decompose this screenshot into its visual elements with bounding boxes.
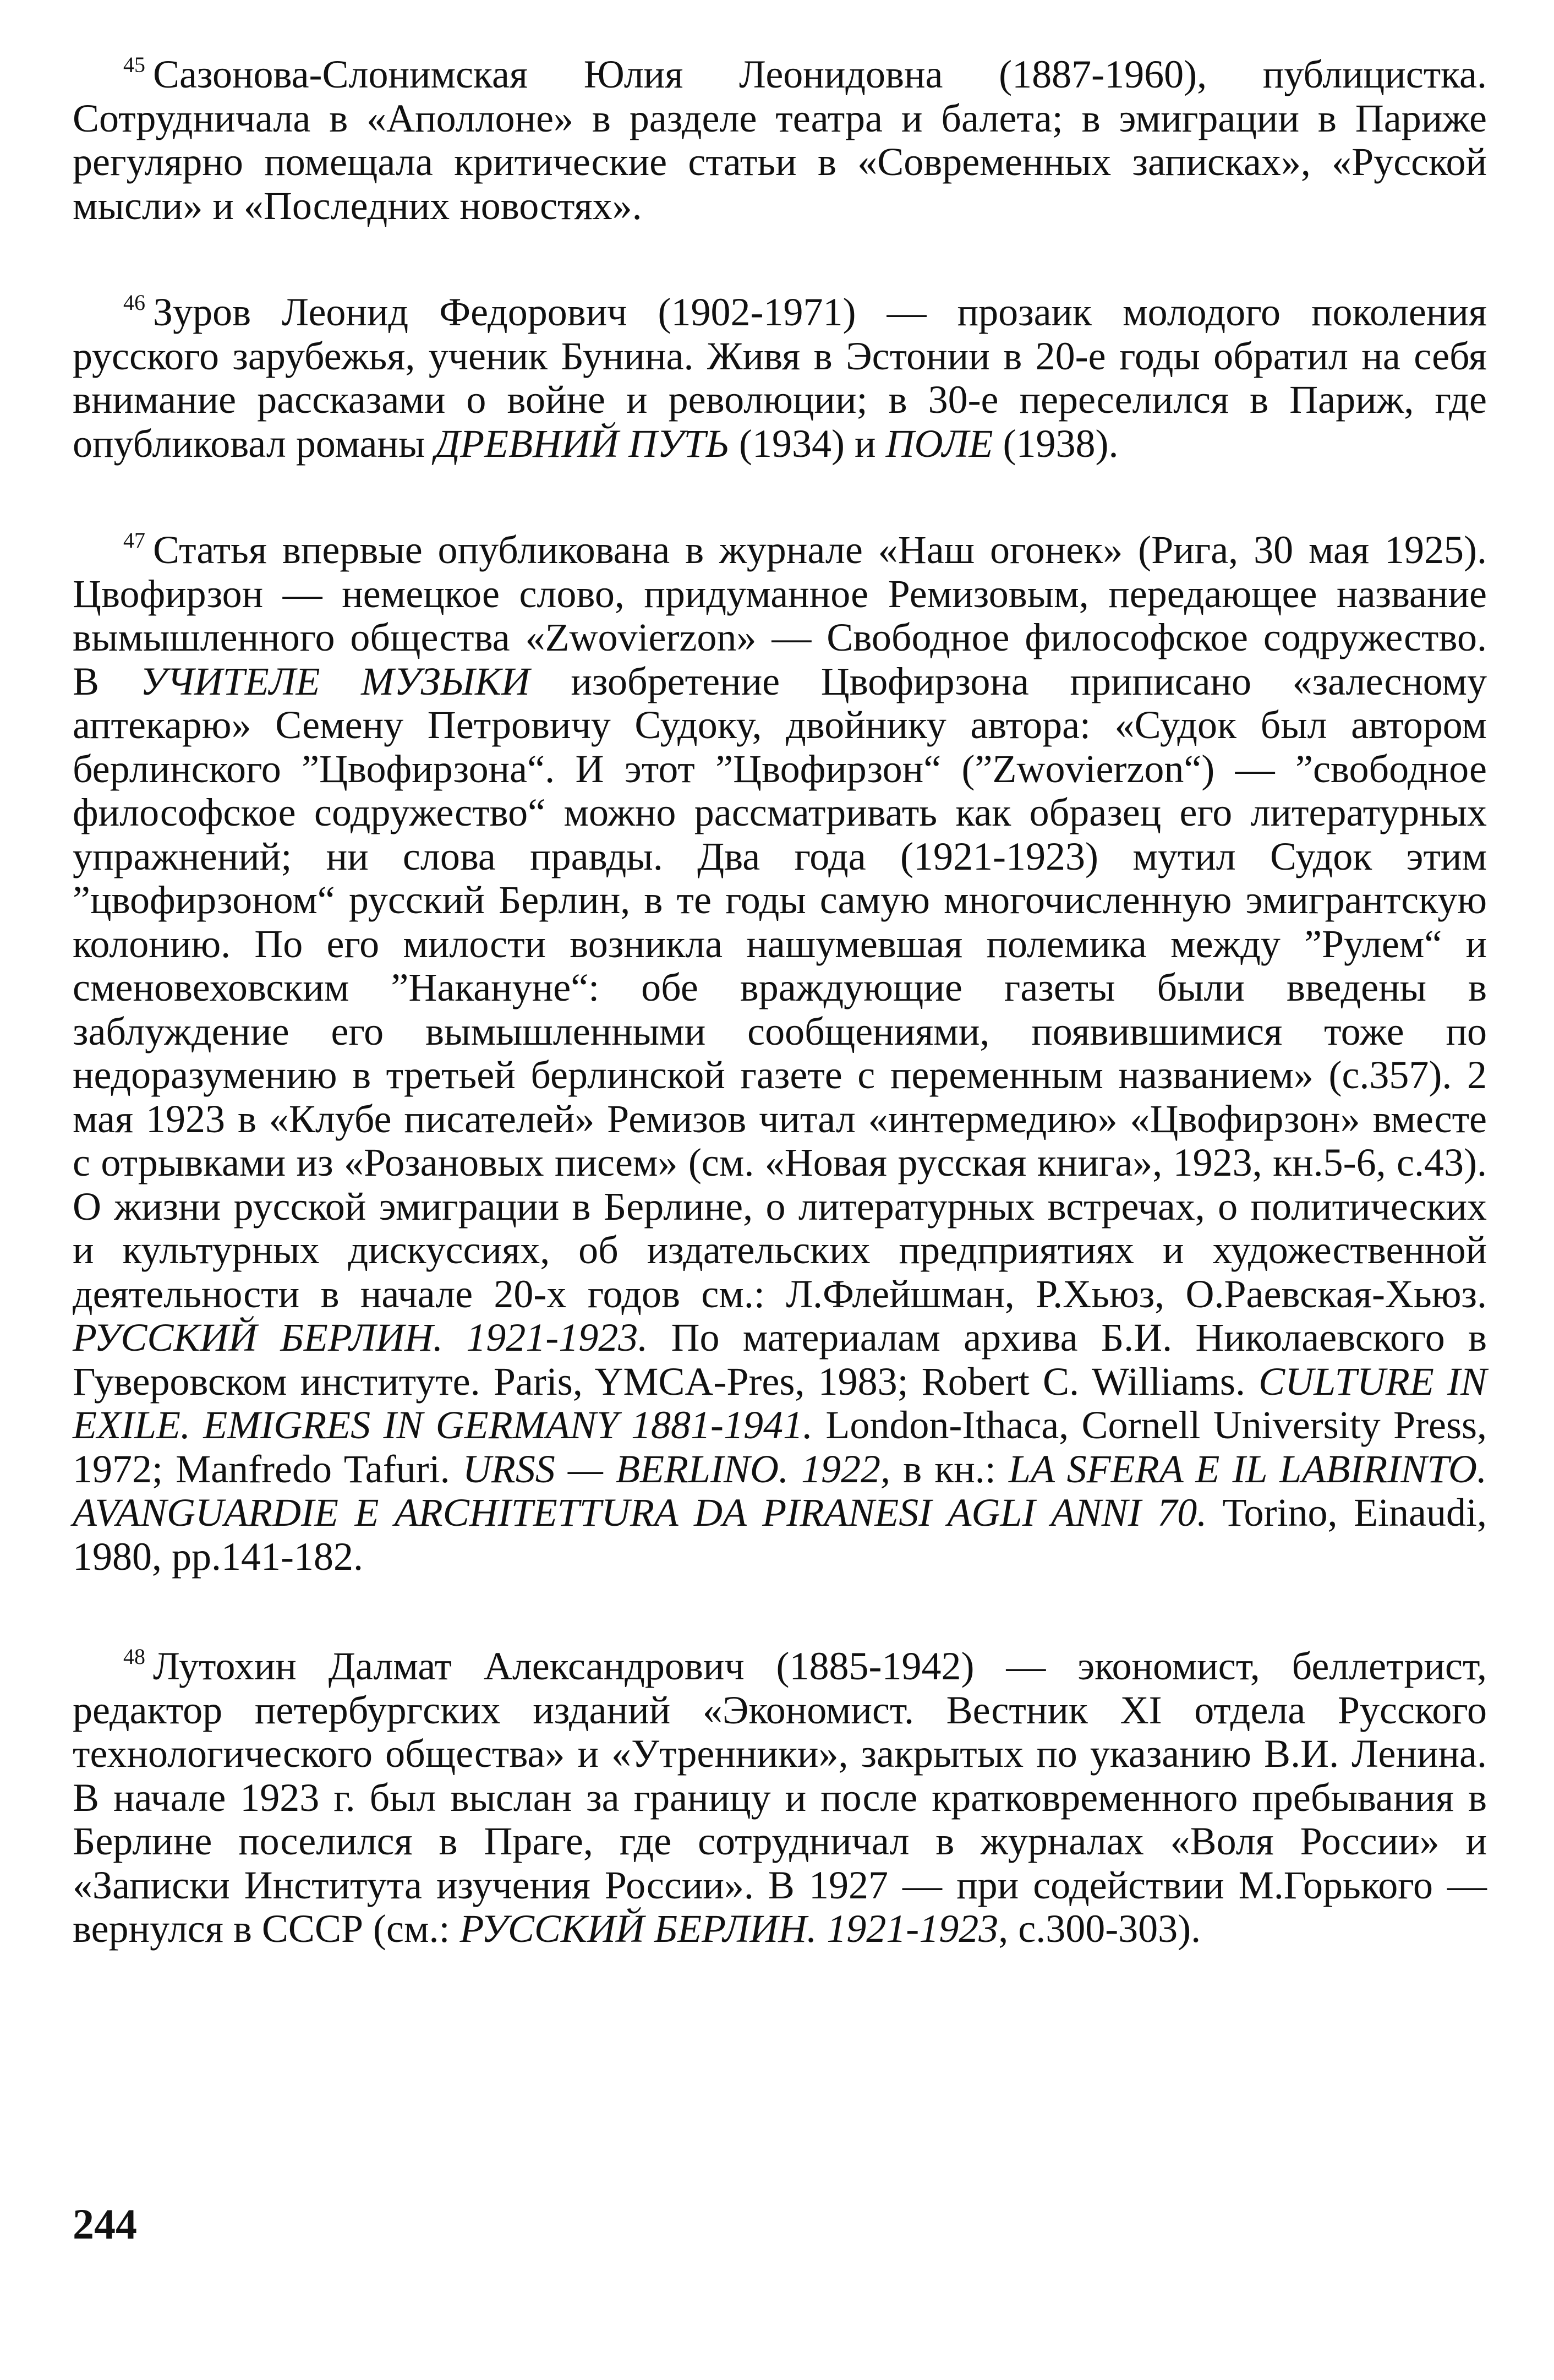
- footnote-text: London-Ithaca, Cornell University Press, 1972; Manfredo Tafuri.: [73, 1403, 1487, 1491]
- book-title: УЧИТЕЛЕ МУЗЫКИ: [140, 659, 530, 703]
- footnote-text: изобретение Цвофирзона приписано «залесному аптекарю» Семену Петровичу Судоку, двойнику автора: «Судок был автором берлинского ”Цвофирзона“. И этот ”Цвофирзон“ (”Zwovierzon“) — ”свободное философское содружество“ можно рассматривать как образец его литературных упражнений; ни слова правды. Два года (1921-1923) мутил Судок этим ”цвофирзоном“ русский Берлин, в те годы самую многочисленную эмигрантскую колонию. По его милости возникла нашумевшая полемика между ”Рулем“ и сменовеховским ”Накануне“: обе враждующие газеты были введены в заблуждение его вымышленными сообщениями, появившимися тоже по недоразумению в третьей берлинской газете с переменным названием» (с.357). 2 мая 1923 в «Клубе писателей» Ремизов читал «интермедию» «Цвофирзон» вместе с отрывками из «Розановых писем» (см. «Новая русская книга», 1923, кн.5-6, с.43). О жизни русской эмиграции в Берлине, о литературных встречах, о политических и культурных дискуссиях, об издательских предприятиях и художественной деятельности в начале 20-х годов см.: Л.Флейшман, Р.Хьюз, О.Раевская-Хьюз.: [73, 659, 1487, 1316]
- footnote-text: Сазонова-Слонимская Юлия Леонидовна (1887-1960), публицистка. Сотрудничала в «Аполлоне» в разделе театра и балета; в эмиграции в Париже регулярно помещала критические статьи в «Современных записках», «Русской мысли» и «Последних новостях».: [73, 52, 1487, 228]
- footnote-text: (1938).: [993, 421, 1119, 466]
- book-title: ДРЕВНИЙ ПУТЬ: [435, 421, 730, 466]
- footnote-number: 45: [123, 52, 145, 77]
- footnote-text: в кн.:: [890, 1446, 1009, 1491]
- footnote-text: Лутохин Далмат Александрович (1885-1942) — экономист, беллетрист, редактор петербургских изданий «Экономист. Вестник XI отдела Русского технологического общества» и «Утренники», закрытых по указанию В.И. Ленина. В начале 1923 г. был выслан за границу и после кратковременного пребывания в Берлине поселился в Праге, где сотрудничал в журналах «Воля России» и «Записки Института изучения России». В 1927 — при содействии М.Горького — вернулся в СССР (см.:: [73, 1644, 1487, 1951]
- footnote-48: [73, 1645, 1487, 1951]
- footnote-text: , с.300-303).: [998, 1907, 1201, 1951]
- footnote-number: 47: [123, 528, 145, 553]
- footnote-47: [73, 528, 1487, 1579]
- footnote-number: 48: [123, 1644, 145, 1669]
- page-number: 244: [73, 2200, 137, 2248]
- footnote-text: Зуров Леонид Федорович (1902-1971) — прозаик молодого поколения русского зарубежья, ученик Бунина. Живя в Эстонии в 20-е годы обратил на себя внимание рассказами о войне и революции; в 30-е переселился в Париж, где опубликовал романы: [73, 290, 1487, 466]
- book-title: URSS — BERLINO. 1922,: [462, 1446, 891, 1491]
- footnote-text: Статья впервые опубликована в журнале «Наш огонек» (Рига, 30 мая 1925). Цвофирзон — немецкое слово, придуманное Ремизовым, передающее название вымышленного общества «Zwovierzon» — Свободное философское содружество. В: [73, 528, 1487, 703]
- footnotes-page: [73, 53, 1487, 1951]
- book-title: ПОЛЕ: [885, 421, 993, 466]
- footnote-number: 46: [123, 290, 145, 315]
- book-title: CULTURE IN EXILE. EMIGRES IN GERMANY 1881-1941.: [73, 1359, 1487, 1447]
- footnote-text: Torino, Einaudi, 1980, pp.141-182.: [73, 1491, 1487, 1579]
- book-title: LA SFERA E IL LABIRINTO. AVANGUARDIE E ARCHITETTURA DA PIRANESI AGLI ANNI 70.: [73, 1446, 1487, 1535]
- footnote-text: По материалам архива Б.И. Николаевского в Гуверовском институте. Paris, YMCA-Pres, 1983; Robert C. Williams.: [73, 1315, 1487, 1404]
- footnote-text: (1934) и: [729, 421, 886, 466]
- book-title: РУССКИЙ БЕРЛИН. 1921-1923.: [73, 1315, 648, 1360]
- footnote-45: [73, 53, 1487, 228]
- footnote-46: [73, 291, 1487, 466]
- book-title: РУССКИЙ БЕРЛИН. 1921-1923: [459, 1907, 999, 1951]
